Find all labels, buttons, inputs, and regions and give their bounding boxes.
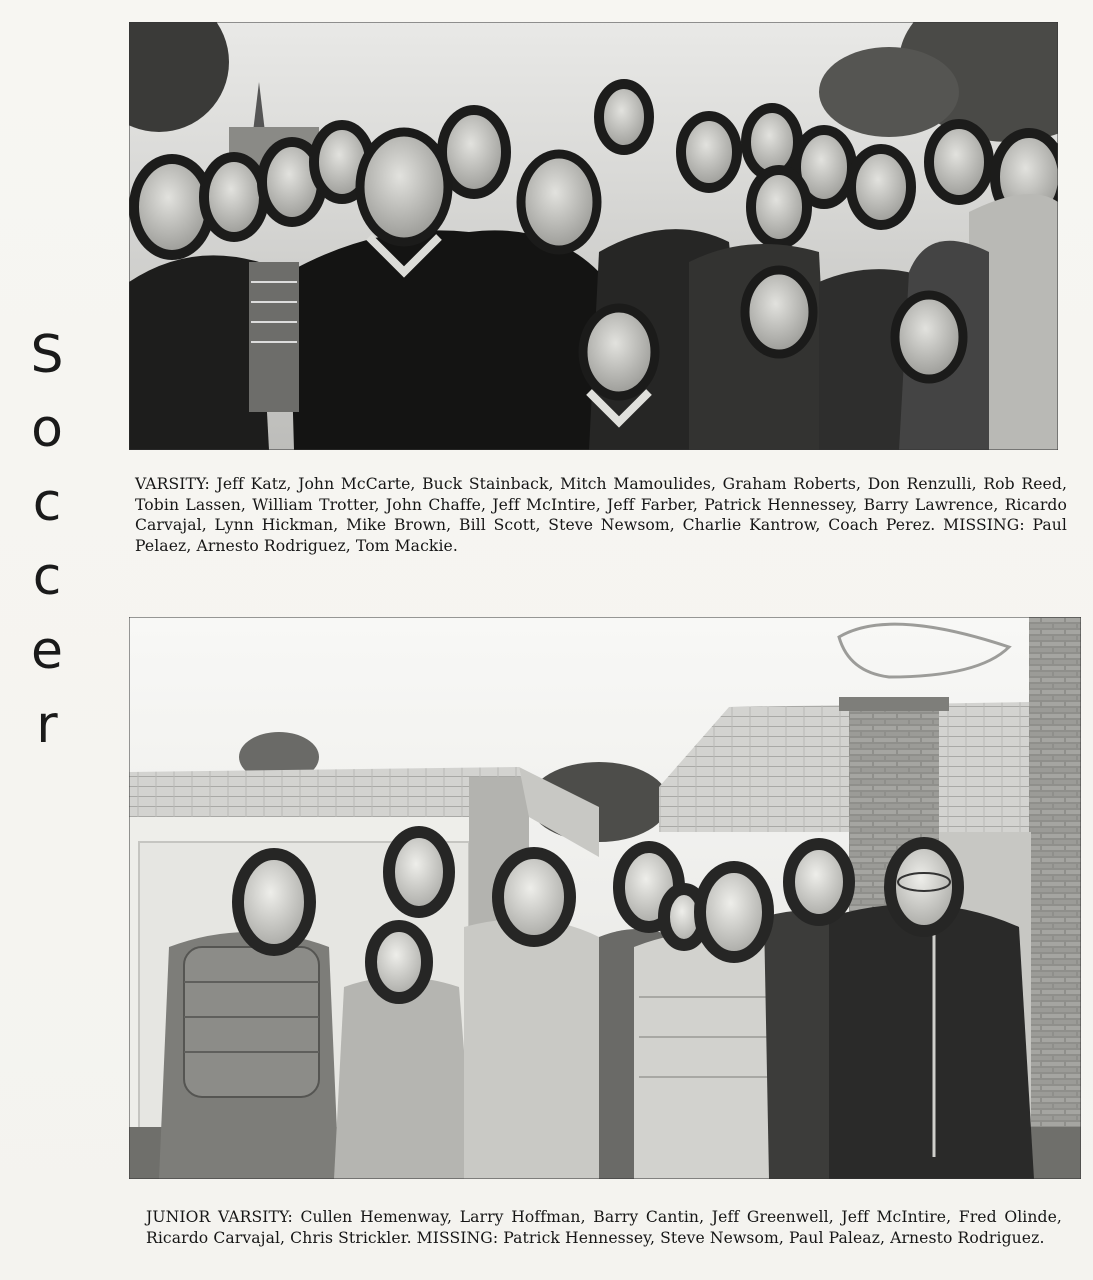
title-letter: r xyxy=(36,695,58,755)
varsity-team-photo xyxy=(129,22,1058,450)
junior-varsity-caption: JUNIOR VARSITY: Cullen Hemenway, Larry Hoffman, Barry Cantin, Jeff Greenwell, Jeff McIntire, Fred Olinde, Ricardo Carvajal, Chris Strickler. MISSING: Patrick Hennessey, Steve Newsom, Paul Paleaz, Arnesto Rodriguez. xyxy=(146,1208,1062,1247)
title-letter: c xyxy=(32,547,62,607)
varsity-caption: VARSITY: Jeff Katz, John McCarte, Buck Stainback, Mitch Mamoulides, Graham Roberts, Don Renzulli, Rob Reed, Tobin Lassen, William Trotter, John Chaffe, Jeff McIntire, Jeff Farber, Patrick Hennessey, Barry Lawrence, Ricardo Carvajal, Lynn Hickman, Mike Brown, Bill Scott, Steve Newsom, Charlie Kantrow, Coach Perez. MISSING: Paul Pelaez, Arnesto Rodriguez, Tom Mackie. xyxy=(135,475,1067,555)
page-title xyxy=(22,318,72,762)
junior-varsity-team-photo xyxy=(129,617,1081,1179)
title-letter: o xyxy=(31,399,63,459)
title-letter: e xyxy=(31,621,63,681)
title-letter: c xyxy=(32,473,62,533)
title-letter: S xyxy=(30,325,64,385)
